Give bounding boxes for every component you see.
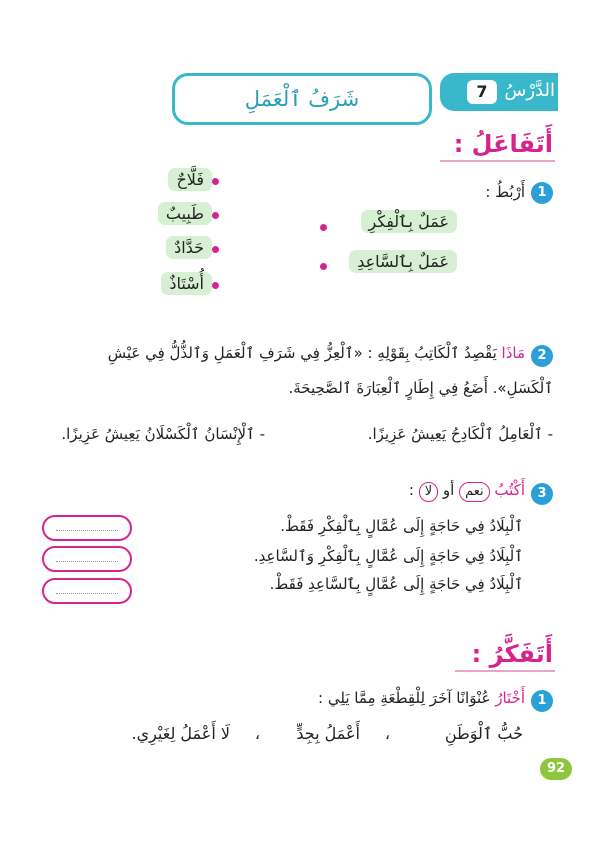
q4-option-1[interactable]: حُبُّ ٱلْوَطَنِ xyxy=(444,724,523,743)
q4-separator: ، xyxy=(384,724,390,743)
section-underline xyxy=(455,670,555,672)
q2-line2: ٱلْكَسَلِ». أَضَعُ فِي إِطَارٍ ٱلْعِبَارَةَ ٱلصَّحِيحَةَ. xyxy=(288,379,553,397)
match-dot[interactable] xyxy=(212,282,219,289)
q3-sentence-2: ٱلْبِلَادُ فِي حَاجَةٍ إِلَى عُمَّالٍ بِٱلْفِكْرِ وَٱلسَّاعِدِ. xyxy=(253,547,523,565)
q3-sentence-3: ٱلْبِلَادُ فِي حَاجَةٍ إِلَى عُمَّالٍ بِٱلسَّاعِدِ فَقَطْ. xyxy=(269,575,523,593)
match-item-doctor: طَبِيبٌ xyxy=(158,202,212,225)
no-pill: لا xyxy=(419,482,438,502)
lesson-title-box xyxy=(172,73,432,125)
match-dot[interactable] xyxy=(320,263,327,270)
match-item-manual-work: عَمَلٌ بِٱلسَّاعِدِ xyxy=(349,250,457,273)
q2-option-2[interactable]: - ٱلْإِنْسَانُ ٱلْكَسْلَانُ يَعِيشُ عَزِيزًا. xyxy=(61,425,265,443)
match-dot[interactable] xyxy=(212,178,219,185)
match-item-teacher: أُسْتَاذٌ xyxy=(161,272,212,295)
answer-box[interactable] xyxy=(42,515,132,541)
match-item-thought-work: عَمَلٌ بِٱلْفِكْرِ xyxy=(361,210,457,233)
match-item-farmer: فَلَّاحٌ xyxy=(168,168,212,191)
match-dot[interactable] xyxy=(212,212,219,219)
page-number: 92 xyxy=(540,758,572,780)
question-number-badge: 2 xyxy=(531,345,553,367)
yes-pill: نعم xyxy=(459,482,490,502)
q3-or: أو xyxy=(442,481,455,499)
lesson-label: الدَّرْسُ xyxy=(504,80,555,101)
q1-label: أَرْبُطُ : xyxy=(485,183,525,201)
answer-box[interactable] xyxy=(42,546,132,572)
q4-option-3[interactable]: لَا أَعْمَلُ لِغَيْرِي. xyxy=(131,724,230,743)
q2-option-1[interactable]: - ٱلْعَامِلُ ٱلْكَادِحُ يَعِيشُ عَزِيزًا. xyxy=(367,425,553,443)
answer-box[interactable] xyxy=(42,578,132,604)
section-underline xyxy=(440,160,555,162)
q4-option-2[interactable]: أَعْمَلُ بِجِدٍّ xyxy=(296,724,360,743)
q2-line1 xyxy=(108,344,525,362)
q2-text-1: يَقْصِدُ ٱلْكَاتِبُ بِقَوْلِهِ : «ٱلْعِزُّ فِي شَرَفِ ٱلْعَمَلِ وَٱلذُّلُّ فِي عَيْشِ xyxy=(107,344,497,362)
q4-prompt xyxy=(318,689,525,707)
q2-highlight: مَاذَا xyxy=(501,344,525,362)
question-number-badge: 3 xyxy=(531,483,553,505)
match-dot[interactable] xyxy=(320,224,327,231)
question-number-badge: 1 xyxy=(531,182,553,204)
question-number-badge: 1 xyxy=(531,690,553,712)
section-title-reflect: أَتَفَكَّرُ : xyxy=(471,640,553,668)
q3-sentence-1: ٱلْبِلَادُ فِي حَاجَةٍ إِلَى عُمَّالٍ بِٱلْفِكْرِ فَقَطْ. xyxy=(280,517,523,535)
q4-highlight: أَخْتَارُ xyxy=(495,689,525,707)
q3-colon: : xyxy=(408,481,414,499)
q3-label: أَكْتُبُ xyxy=(494,481,525,499)
q3-instruction xyxy=(409,481,525,502)
lesson-title: شَرَفُ ٱلْعَمَلِ xyxy=(244,87,360,111)
section-title-interact: أَتَفَاعَلُ : xyxy=(453,130,553,158)
match-dot[interactable] xyxy=(212,246,219,253)
q4-text: عُنْوَانًا آخَرَ لِلْقِطْعَةِ مِمَّا يَلِي : xyxy=(318,689,491,707)
q4-separator: ، xyxy=(254,724,260,743)
match-item-blacksmith: حَدَّادٌ xyxy=(166,236,212,259)
lesson-number: 7 xyxy=(467,80,497,104)
